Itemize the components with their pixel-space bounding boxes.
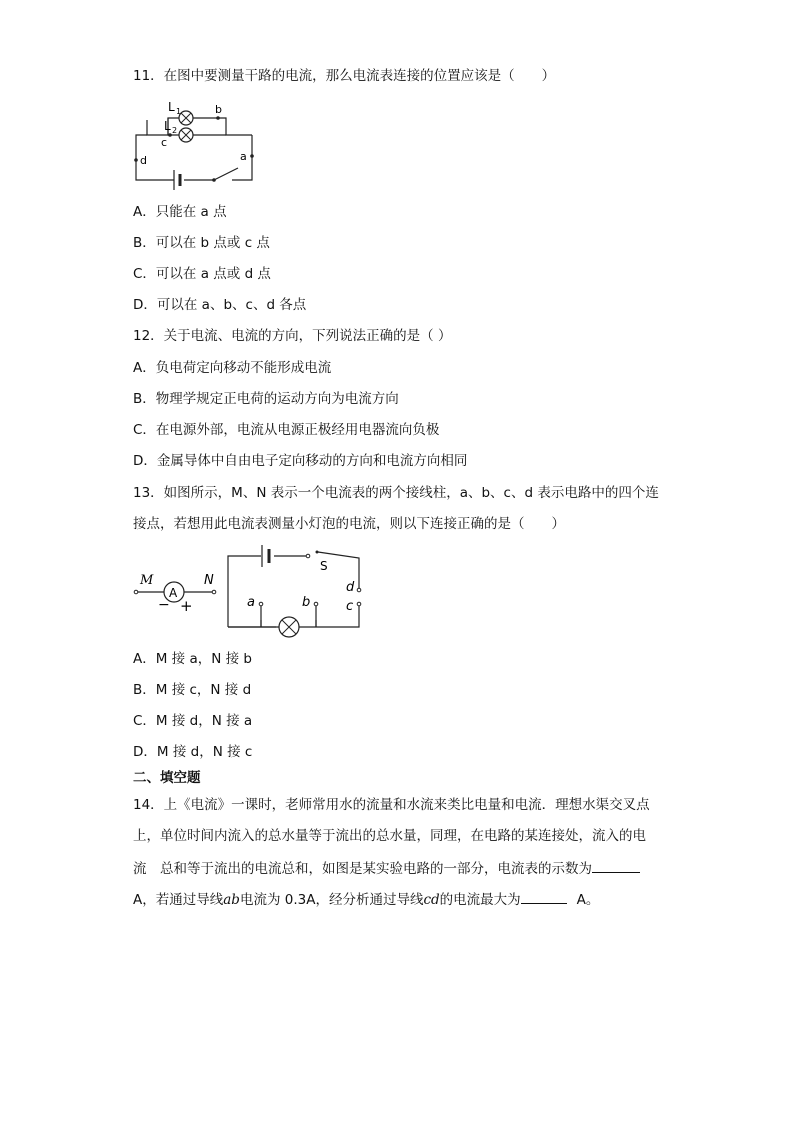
q12-option-a[interactable]: A．负电荷定向移动不能形成电流 — [133, 360, 332, 376]
q14-line1: 14．上《电流》一课时，老师常用水的流量和水流来类比电量和电流．理想水渠交叉点 — [133, 797, 650, 813]
q11-stem: 11．在图中要测量干路的电流，那么电流表连接的位置应该是（ ） — [133, 68, 556, 84]
q11-option-c[interactable]: C．可以在 a 点或 d 点 — [133, 266, 271, 282]
q13-option-c[interactable]: C．M 接 d，N 接 a — [133, 713, 253, 729]
q12-option-c[interactable]: C．在电源外部，电流从电源正极经用电器流向负极 — [133, 422, 440, 438]
q13-circuit-figure — [128, 540, 372, 638]
q14-line4: A，若通过导线ab电流为 0.3A，经分析通过导线cd的电流最大为 A。 — [133, 889, 599, 909]
lamp-icon — [228, 617, 299, 637]
q12-option-d[interactable]: D．金属导体中自由电子定向移动的方向和电流方向相同 — [133, 453, 468, 469]
svg-text:A: A — [169, 586, 178, 600]
svg-text:2: 2 — [172, 126, 178, 135]
q13-option-d[interactable]: D．M 接 d，N 接 c — [133, 744, 253, 760]
svg-text:a: a — [247, 595, 255, 610]
svg-text:b: b — [215, 103, 222, 116]
q14-line3: 流 总和等于流出的电流总和，如图是某实验电路的一部分，电流表的示数为 — [133, 858, 640, 878]
q11-option-a[interactable]: A．只能在 a 点 — [133, 204, 227, 220]
q13-option-a[interactable]: A．M 接 a，N 接 b — [133, 651, 252, 667]
q12-option-b[interactable]: B．物理学规定正电荷的运动方向为电流方向 — [133, 391, 399, 407]
q11-option-b[interactable]: B．可以在 b 点或 c 点 — [133, 235, 270, 251]
switch-icon — [306, 551, 327, 574]
svg-text:+: + — [180, 597, 193, 615]
svg-text:d: d — [346, 580, 355, 595]
blank-ammeter-reading[interactable] — [592, 858, 640, 873]
svg-text:L: L — [168, 100, 175, 114]
q13-stem-line1: 13．如图所示，M、N 表示一个电流表的两个接线柱，a、b、c、d 表示电路中的四个连 — [133, 485, 659, 501]
svg-text:c: c — [161, 136, 168, 149]
svg-text:b: b — [302, 595, 311, 610]
q13-option-b[interactable]: B．M 接 c，N 接 d — [133, 682, 252, 698]
svg-text:S: S — [320, 559, 328, 573]
q12-stem: 12．关于电流、电流的方向，下列说法正确的是（ ） — [133, 328, 452, 344]
q11-circuit-figure — [128, 96, 264, 190]
svg-text:1: 1 — [176, 107, 182, 116]
svg-text:L: L — [164, 119, 171, 133]
svg-text:M: M — [140, 573, 154, 588]
section-heading: 二、填空题 — [133, 770, 201, 786]
svg-text:d: d — [140, 154, 147, 167]
blank-cd-current[interactable] — [521, 889, 567, 904]
q13-stem-line2: 接点，若想用此电流表测量小灯泡的电流，则以下连接正确的是（ ） — [133, 516, 565, 532]
svg-text:N: N — [204, 573, 214, 588]
ammeter-icon — [134, 573, 216, 615]
q11-option-d[interactable]: D．可以在 a、b、c、d 各点 — [133, 297, 307, 313]
svg-text:a: a — [240, 150, 247, 163]
q14-line2: 上，单位时间内流入的总水量等于流出的总水量，同理，在电路的某连接处，流入的电 — [133, 828, 646, 844]
svg-text:−: − — [158, 597, 170, 613]
svg-text:c: c — [346, 599, 354, 614]
